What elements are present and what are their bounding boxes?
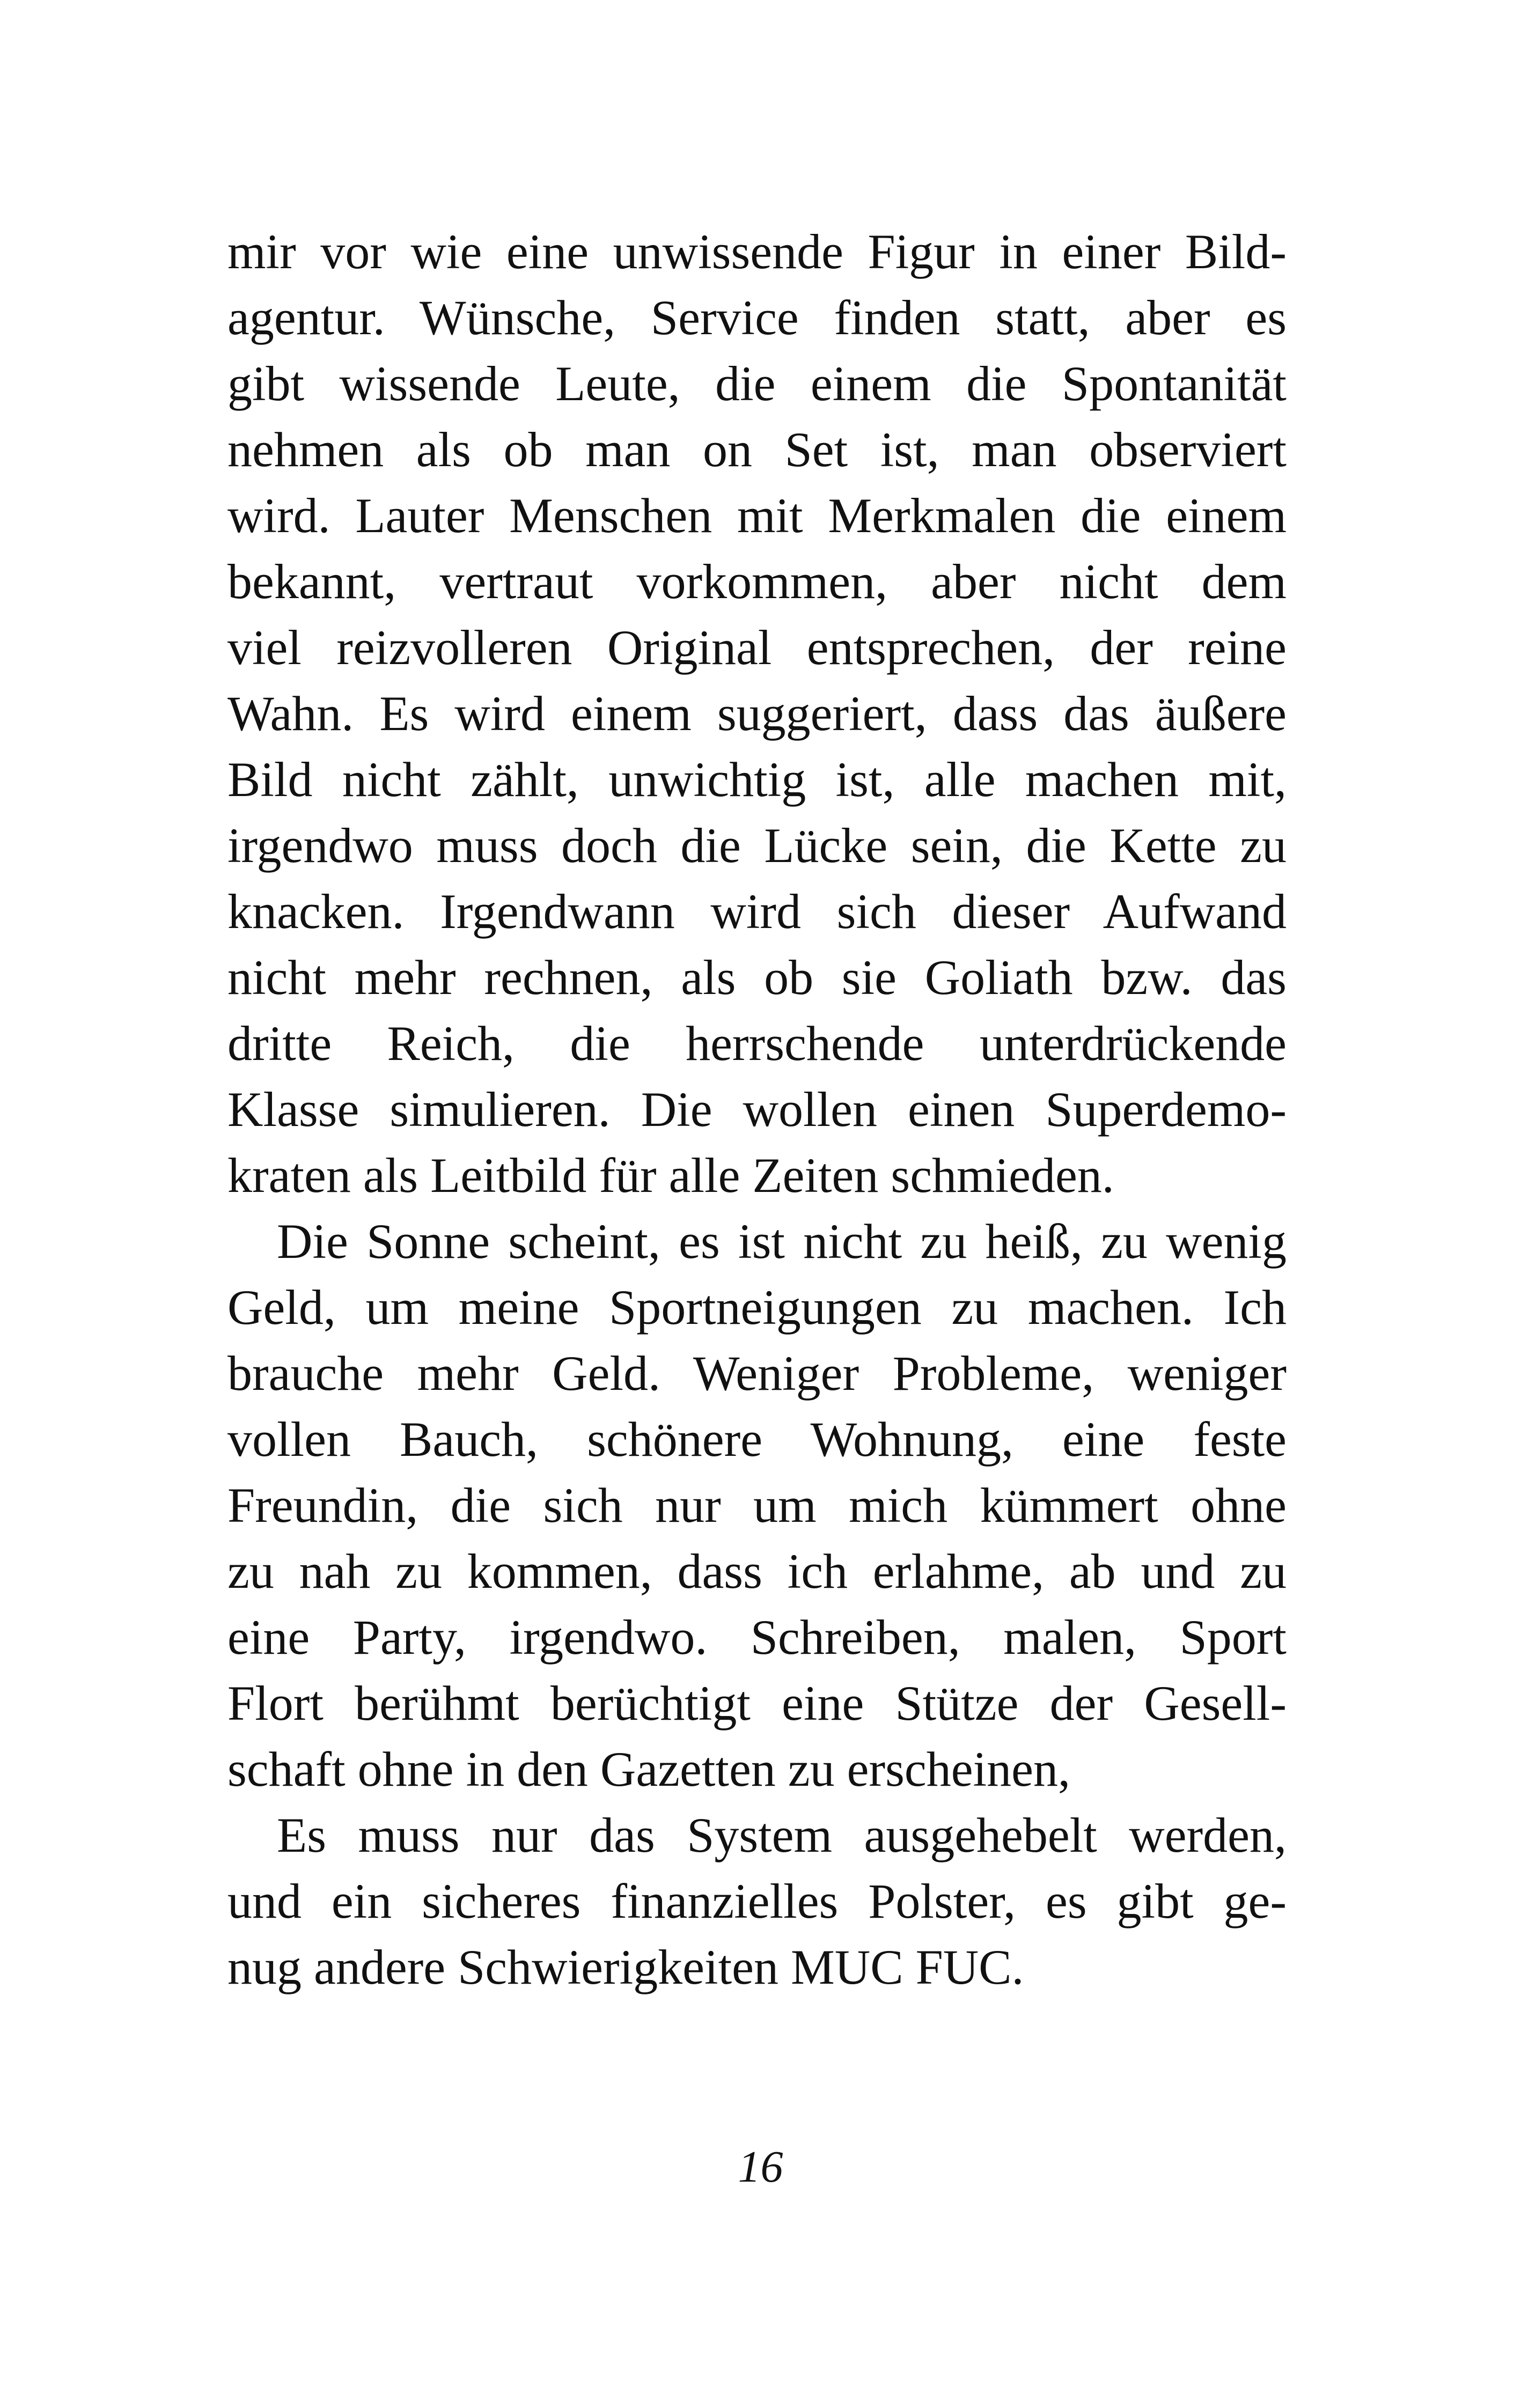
text-line: kraten als Leitbild für alle Zeiten schmieden. (227, 1148, 1114, 1203)
text-line: nicht mehr rechnen, als ob sie Goliath bzw. das (227, 950, 1287, 1005)
text-line: gibt wissende Leute, die einem die Spontanität (227, 356, 1287, 411)
text-line: Geld, um meine Sportneigungen zu machen. Ich (227, 1280, 1287, 1335)
text-line: Wahn. Es wird einem suggeriert, dass das äußere (227, 686, 1287, 741)
text-line: knacken. Irgendwann wird sich dieser Aufwand (227, 884, 1287, 939)
text-line: irgendwo muss doch die Lücke sein, die Kette zu (227, 818, 1287, 873)
text-line: Freundin, die sich nur um mich kümmert ohne (227, 1478, 1287, 1533)
text-line: schaft ohne in den Gazetten zu erscheinen, (227, 1742, 1070, 1796)
text-line: vollen Bauch, schönere Wohnung, eine feste (227, 1412, 1287, 1467)
text-line: Die Sonne scheint, es ist nicht zu heiß, zu wenig (277, 1214, 1287, 1269)
text-line: Flort berühmt berüchtigt eine Stütze der Gesell- (227, 1676, 1287, 1730)
paragraph (227, 1802, 1287, 2000)
body-text (227, 219, 1287, 2000)
text-line: nug andere Schwierigkeiten MUC FUC. (227, 1940, 1024, 1994)
paragraph (227, 219, 1287, 1209)
text-line: agentur. Wünsche, Service finden statt, aber es (227, 290, 1287, 345)
text-line: nehmen als ob man on Set ist, man observiert (227, 422, 1287, 477)
page-number: 16 (738, 2142, 783, 2192)
text-line: wird. Lauter Menschen mit Merkmalen die einem (227, 488, 1287, 543)
text-line: mir vor wie eine unwissende Figur in einer Bild- (227, 224, 1287, 279)
paragraph (227, 1209, 1287, 1802)
text-line: viel reizvolleren Original entsprechen, der reine (227, 620, 1287, 675)
text-line: Es muss nur das System ausgehebelt werden, (277, 1808, 1287, 1862)
text-line: zu nah zu kommen, dass ich erlahme, ab und zu (227, 1544, 1287, 1599)
text-line: brauche mehr Geld. Weniger Probleme, weniger (227, 1346, 1287, 1401)
text-line: dritte Reich, die herrschende unterdrückende (227, 1016, 1287, 1071)
text-line: und ein sicheres finanzielles Polster, es gibt ge- (227, 1874, 1287, 1928)
text-line: bekannt, vertraut vorkommen, aber nicht dem (227, 554, 1287, 609)
text-line: Klasse simulieren. Die wollen einen Superdemo- (227, 1082, 1287, 1137)
text-line: Bild nicht zählt, unwichtig ist, alle machen mit, (227, 752, 1287, 807)
text-line: eine Party, irgendwo. Schreiben, malen, Sport (227, 1610, 1287, 1665)
